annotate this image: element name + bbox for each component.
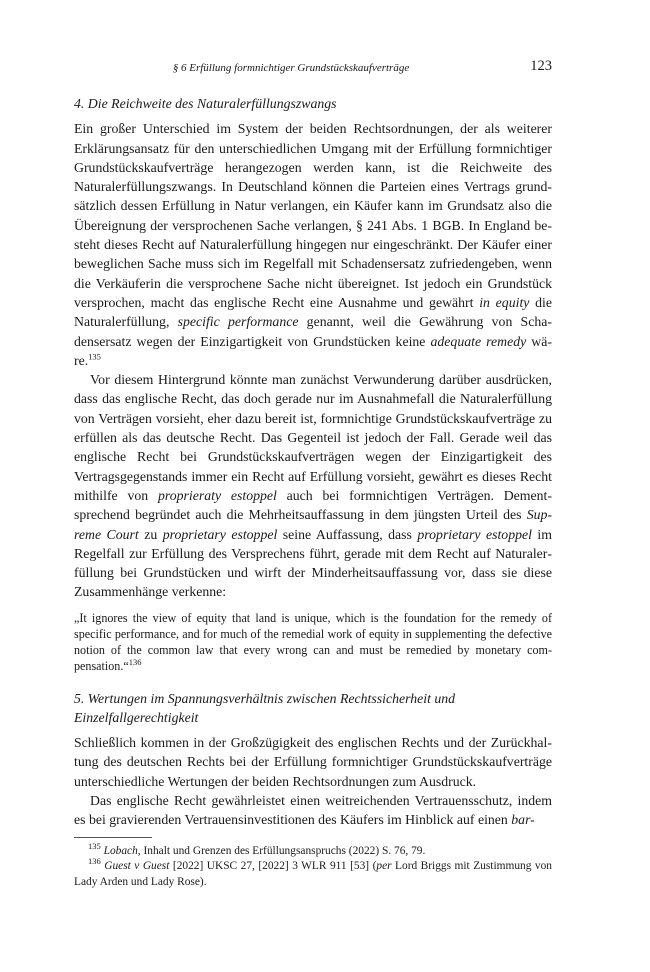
emphasis: proprieraty estoppel <box>157 487 277 503</box>
block-quote <box>74 610 552 675</box>
emphasis: specific performance <box>177 314 299 330</box>
footnote-emphasis: per <box>376 860 392 873</box>
footnote-136 <box>74 856 552 890</box>
text-run: Ein großer Unterschied im System der beiden Rechtsordnungen, der als weiterer Erklärungsansatz für den unterschiedlichen Umgang mit der Erfüllung formnichtiger Grundstückskaufverträge herangezogen werden kann, ist die Reichweite des Naturalerfüllungszwangs. In Deutschland können die Parteien eines Vertrags grundsätzlich dessen Erfüllung in Natur verlangen, ein Käufer kann im Grundsatz also die Übereignung der versprochenen Sache verlangen, § 241 Abs. 1 BGB. In England besteht dieses Recht auf Naturalerfüllung hingegen nur eingeschränkt. Der Käufer einer beweglichen Sache muss sich im Regelfall mit Schadensersatz zufriedengeben, wenn die Verkäuferin die versprochene Sache nicht übereignet. Ist jedoch ein Grundstück versprochen, macht das englische Recht eine Ausnahme und gewährt <box>74 121 552 310</box>
text-run: genannt, weil die Gewährung von Schadensersatz wegen der Einzigartigkeit von Grundstücken keine <box>74 314 552 349</box>
footnote-135 <box>74 840 552 860</box>
section-5-paragraph-2 <box>74 791 552 830</box>
footnote-text: [2022] UKSC 27, [2022] 3 WLR 911 [53] ( <box>169 860 377 873</box>
quote-text: „It ignores the view of equity that land is unique, which is the foundation for the remedy of specific performance, and for much of the remedial work of equity in supplementing the defective notion of the common law that every wrong can and must be remedied by monetary compensation.“ <box>74 610 552 674</box>
section-4-heading: 4. Die Reichweite des Naturalerfüllungszwangs <box>74 96 337 111</box>
footnote-text: Inhalt und Grenzen des Erfüllungsanspruchs (2022) S. 76, 79. <box>140 844 426 857</box>
section-5-heading: 5. Wertungen im Spannungsverhältnis zwischen Rechtssicherheit und Einzelfallgerechtigkeit <box>74 690 456 725</box>
footnote-text: Lord Briggs mit Zustimmung von Lady Arden und Lady Rose). <box>74 860 552 888</box>
running-head <box>74 58 552 80</box>
book-page <box>74 58 552 890</box>
footnote-author: Lobach, <box>103 844 141 857</box>
footnote-marker: 136 <box>128 657 142 668</box>
text-run: Das englische Recht gewährleistet einen weitreichenden Vertrauensschutz, indem es bei gravierenden Vertrauensinvestitionen des Käufers im Hinblick auf einen <box>74 793 552 828</box>
text-run: die Naturalerfüllung, <box>74 294 552 330</box>
text-run: im Regelfall zur Erfüllung des Versprechens führt, gerade mit dem Recht auf Naturalerfüllung bei Grundstücken und wirft der Minderheitsauffassung vor, dass sie diese Zusammenhänge verkenne: <box>74 526 552 600</box>
emphasis: bar- <box>511 812 535 828</box>
emphasis: in equity <box>479 294 530 310</box>
section-5-paragraph-1: Schließlich kommen in der Großzügigkeit des englischen Rechts und der Zurückhaltung des deutschen Rechts bei der Erfüllung formnichtiger Grundstückskaufverträge unterschiedliche Wertungen der beiden Rechtsordnungen zum Ausdruck. <box>74 735 552 789</box>
text-run: auch bei formnichtigen Verträgen. Dementsprechend begründet auch die Mehrheitsauffassung in dem jüngsten Urteil des <box>74 487 553 523</box>
footnote-case-name: Guest v Guest <box>104 860 170 873</box>
footnote-number: 135 <box>88 840 101 851</box>
footnotes <box>74 840 552 891</box>
footnote-marker: 135 <box>88 351 101 362</box>
emphasis: proprietary estoppel <box>162 526 278 542</box>
page-number: 123 <box>530 58 552 74</box>
running-head-title: § 6 Erfüllung formnichtiger Grundstückskaufverträge <box>172 62 410 74</box>
emphasis: Supreme Court <box>74 507 552 542</box>
text-run: zu <box>138 526 163 542</box>
text-run: seine Auffassung, dass <box>277 526 418 542</box>
section-4-paragraph-2 <box>74 370 552 602</box>
emphasis: adequate remedy <box>430 333 527 349</box>
text-run: Vor diesem Hintergrund könnte man zunächst Verwunderung darüber ausdrücken, dass das englische Recht, das doch gerade nur im Ausnahmefall die Naturalerfüllung von Verträgen vorsieht, eher dazu bereit ist, formnichtige Grundstückskaufverträge zu erfüllen als das deutsche Recht. Das Gegenteil ist jedoch der Fall. Gerade weil das englische Recht bei Grundstückskaufverträgen wegen der Einzigartigkeit des Vertragsgegenstands immer ein Recht auf Erfüllung vorsieht, gewährt es dieses Recht mithilfe von <box>74 372 552 503</box>
text-run: wäre. <box>74 333 552 368</box>
section-4-paragraph-1 <box>74 119 552 370</box>
footnote-divider <box>74 837 152 838</box>
footnote-number: 136 <box>88 856 101 867</box>
emphasis: proprietary estoppel <box>417 526 532 542</box>
